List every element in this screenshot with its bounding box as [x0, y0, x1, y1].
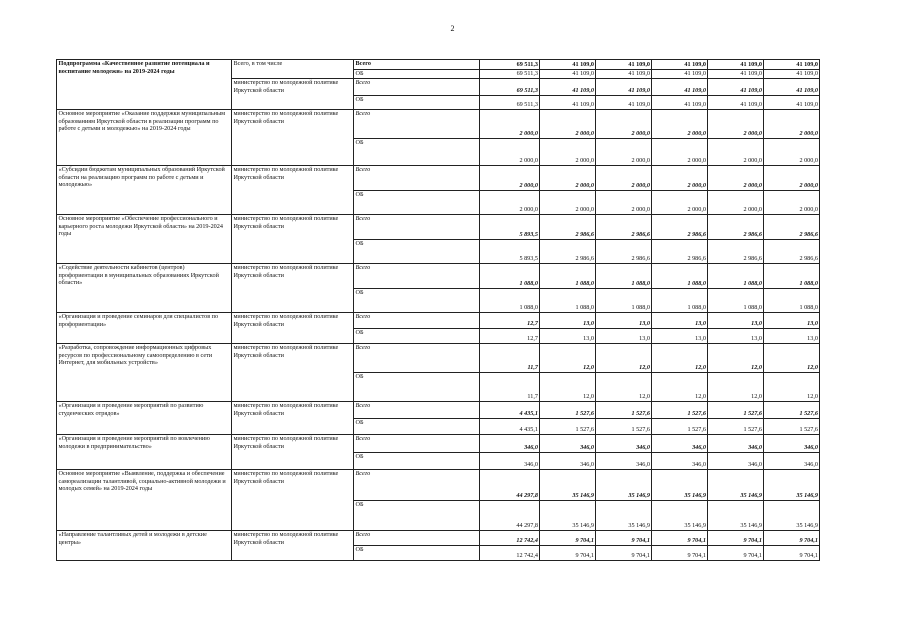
- value-cell: 1 527,6: [764, 402, 820, 419]
- value-cell: 346,0: [764, 435, 820, 453]
- value-cell: 9 704,1: [540, 531, 596, 546]
- value-cell: 12,0: [764, 373, 820, 402]
- source-cell: Всего: [354, 313, 480, 329]
- value-cell: 1 527,6: [652, 419, 708, 435]
- value-cell: 12,0: [652, 373, 708, 402]
- value-cell: 1 088,0: [764, 264, 820, 289]
- value-cell: 9 704,1: [708, 531, 764, 546]
- value-cell: 12,0: [708, 344, 764, 373]
- executor-cell: министерство по молодежной политике Иркутской области: [232, 264, 354, 313]
- value-cell: 2 986,6: [652, 240, 708, 264]
- value-cell: 346,0: [540, 435, 596, 453]
- value-cell: 69 511,3: [480, 79, 540, 96]
- value-cell: 2 986,6: [652, 215, 708, 240]
- value-cell: 41 109,0: [764, 70, 820, 79]
- value-cell: 12,0: [540, 373, 596, 402]
- table-row: [57, 470, 820, 501]
- source-cell: Всего: [354, 79, 480, 96]
- source-cell: ОБ: [354, 453, 480, 470]
- table-row: [57, 110, 820, 139]
- value-cell: 44 297,8: [480, 470, 540, 501]
- value-cell: 2 000,0: [652, 139, 708, 166]
- value-cell: 1 527,6: [540, 402, 596, 419]
- value-cell: 2 000,0: [596, 191, 652, 215]
- value-cell: 2 000,0: [652, 166, 708, 191]
- value-cell: 41 109,0: [652, 60, 708, 70]
- value-cell: 1 088,0: [480, 289, 540, 313]
- table-row: [57, 435, 820, 453]
- value-cell: 1 527,6: [708, 402, 764, 419]
- value-cell: 69 511,3: [480, 70, 540, 79]
- source-cell: ОБ: [354, 240, 480, 264]
- value-cell: 9 704,1: [764, 531, 820, 546]
- value-cell: 2 000,0: [596, 166, 652, 191]
- table-row: [57, 215, 820, 240]
- value-cell: 346,0: [708, 435, 764, 453]
- value-cell: 35 146,9: [764, 470, 820, 501]
- value-cell: 12,0: [596, 344, 652, 373]
- event-name-cell: «Разработка, сопровождение информационных цифровых ресурсов по профессиональному самоопределению в сети Интернет, для мобильных устройств»: [57, 344, 232, 402]
- executor-cell: министерство по молодежной политике Иркутской области: [232, 215, 354, 264]
- value-cell: 12 742,4: [480, 531, 540, 546]
- event-name-cell: Основное мероприятие «Выявление, поддержка и обеспечение самореализации талантливой, социально-активной молодежи и молодых семей» на 2019-2024 годы: [57, 470, 232, 531]
- source-cell: ОБ: [354, 289, 480, 313]
- executor-cell: министерство по молодежной политике Иркутской области: [232, 531, 354, 561]
- value-cell: 346,0: [480, 435, 540, 453]
- value-cell: 1 088,0: [708, 289, 764, 313]
- value-cell: 9 704,1: [596, 546, 652, 561]
- value-cell: 41 109,0: [708, 70, 764, 79]
- value-cell: 13,0: [652, 329, 708, 344]
- source-cell: ОБ: [354, 546, 480, 561]
- value-cell: 2 986,6: [540, 240, 596, 264]
- value-cell: 9 704,1: [708, 546, 764, 561]
- source-cell: ОБ: [354, 501, 480, 531]
- page-number: 2: [450, 24, 455, 33]
- value-cell: 1 527,6: [764, 419, 820, 435]
- value-cell: 346,0: [596, 435, 652, 453]
- value-cell: 13,0: [764, 329, 820, 344]
- value-cell: 2 000,0: [480, 166, 540, 191]
- value-cell: 13,0: [652, 313, 708, 329]
- value-cell: 5 893,5: [480, 240, 540, 264]
- value-cell: 1 088,0: [540, 264, 596, 289]
- value-cell: 2 000,0: [596, 110, 652, 139]
- executor-cell: министерство по молодежной политике Иркутской области: [232, 470, 354, 531]
- value-cell: 13,0: [764, 313, 820, 329]
- value-cell: 35 146,9: [652, 501, 708, 531]
- source-cell: ОБ: [354, 139, 480, 166]
- value-cell: 35 146,9: [596, 470, 652, 501]
- event-name-cell: «Организация и проведение мероприятий по вовлечению молодежи в предпринимательство»: [57, 435, 232, 470]
- source-cell: ОБ: [354, 70, 480, 79]
- value-cell: 12,0: [540, 344, 596, 373]
- value-cell: 13,0: [596, 329, 652, 344]
- source-cell: Всего: [354, 166, 480, 191]
- value-cell: 1 527,6: [652, 402, 708, 419]
- value-cell: 35 146,9: [596, 501, 652, 531]
- value-cell: 9 704,1: [596, 531, 652, 546]
- event-name-cell: «Организация и проведение семинаров для специалистов по профориентации»: [57, 313, 232, 344]
- budget-table: [56, 59, 820, 561]
- source-cell: Всего: [354, 60, 480, 70]
- value-cell: 346,0: [652, 435, 708, 453]
- value-cell: 9 704,1: [652, 531, 708, 546]
- value-cell: 346,0: [596, 453, 652, 470]
- source-cell: Всего: [354, 215, 480, 240]
- value-cell: 12,0: [652, 344, 708, 373]
- executor-cell: министерство по молодежной политике Иркутской области: [232, 344, 354, 402]
- event-name-cell: Основное мероприятие «Оказание поддержки муниципальным образованиям Иркутской области в реализации программ по работе с детьми и молодежью» на 2019-2024 годы: [57, 110, 232, 166]
- value-cell: 35 146,9: [708, 501, 764, 531]
- event-name-cell: «Субсидии бюджетам муниципальных образований Иркутской области на реализацию программ по работе с детьми и молодежью»: [57, 166, 232, 215]
- value-cell: 1 527,6: [540, 419, 596, 435]
- value-cell: 41 109,0: [596, 96, 652, 110]
- source-cell: Всего: [354, 470, 480, 501]
- value-cell: 1 088,0: [596, 289, 652, 313]
- value-cell: 2 000,0: [540, 139, 596, 166]
- value-cell: 2 000,0: [480, 139, 540, 166]
- value-cell: 41 109,0: [708, 79, 764, 96]
- value-cell: 11,7: [480, 373, 540, 402]
- value-cell: 13,0: [708, 329, 764, 344]
- value-cell: 2 986,6: [708, 215, 764, 240]
- value-cell: 12,7: [480, 329, 540, 344]
- value-cell: 1 088,0: [652, 264, 708, 289]
- value-cell: 2 986,6: [540, 215, 596, 240]
- table-row: [57, 313, 820, 329]
- source-cell: ОБ: [354, 191, 480, 215]
- value-cell: 35 146,9: [652, 470, 708, 501]
- value-cell: 2 000,0: [764, 139, 820, 166]
- value-cell: 12,0: [708, 373, 764, 402]
- value-cell: 2 000,0: [708, 166, 764, 191]
- value-cell: 2 000,0: [480, 110, 540, 139]
- value-cell: 12,7: [480, 313, 540, 329]
- value-cell: 1 527,6: [596, 419, 652, 435]
- value-cell: 41 109,0: [708, 96, 764, 110]
- value-cell: 41 109,0: [540, 79, 596, 96]
- table-row: [57, 166, 820, 191]
- value-cell: 4 435,1: [480, 402, 540, 419]
- source-cell: Всего: [354, 110, 480, 139]
- value-cell: 1 088,0: [652, 289, 708, 313]
- value-cell: 1 527,6: [708, 419, 764, 435]
- executor-cell: министерство по молодежной политике Иркутской области: [232, 402, 354, 435]
- source-cell: ОБ: [354, 419, 480, 435]
- value-cell: 4 435,1: [480, 419, 540, 435]
- value-cell: 2 000,0: [708, 139, 764, 166]
- value-cell: 2 000,0: [540, 110, 596, 139]
- executor-cell: министерство по молодежной политике Иркутской области: [232, 79, 354, 110]
- executor-cell: Всего, в том числе: [232, 60, 354, 79]
- value-cell: 2 000,0: [708, 191, 764, 215]
- value-cell: 13,0: [540, 313, 596, 329]
- value-cell: 41 109,0: [652, 70, 708, 79]
- value-cell: 41 109,0: [708, 60, 764, 70]
- value-cell: 2 986,6: [708, 240, 764, 264]
- value-cell: 11,7: [480, 344, 540, 373]
- executor-cell: министерство по молодежной политике Иркутской области: [232, 435, 354, 470]
- value-cell: 41 109,0: [596, 60, 652, 70]
- value-cell: 9 704,1: [540, 546, 596, 561]
- event-name-cell: «Организация и проведение мероприятий по развитию студенческих отрядов»: [57, 402, 232, 435]
- value-cell: 69 511,3: [480, 96, 540, 110]
- table-row: [57, 60, 820, 70]
- value-cell: 41 109,0: [764, 60, 820, 70]
- value-cell: 41 109,0: [652, 96, 708, 110]
- event-name-cell: «Содействие деятельности кабинетов (центров) профориентации в муниципальных образованиях Иркутской области»: [57, 264, 232, 313]
- source-cell: ОБ: [354, 96, 480, 110]
- source-cell: Всего: [354, 264, 480, 289]
- value-cell: 5 893,5: [480, 215, 540, 240]
- source-cell: Всего: [354, 531, 480, 546]
- value-cell: 41 109,0: [652, 79, 708, 96]
- value-cell: 9 704,1: [652, 546, 708, 561]
- table-row: [57, 402, 820, 419]
- value-cell: 2 000,0: [540, 191, 596, 215]
- value-cell: 2 000,0: [764, 166, 820, 191]
- value-cell: 2 000,0: [764, 191, 820, 215]
- value-cell: 346,0: [764, 453, 820, 470]
- value-cell: 13,0: [708, 313, 764, 329]
- table-row: [57, 344, 820, 373]
- value-cell: 346,0: [540, 453, 596, 470]
- executor-cell: министерство по молодежной политике Иркутской области: [232, 110, 354, 166]
- value-cell: 2 000,0: [764, 110, 820, 139]
- value-cell: 1 088,0: [540, 289, 596, 313]
- value-cell: 12 742,4: [480, 546, 540, 561]
- executor-cell: министерство по молодежной политике Иркутской области: [232, 166, 354, 215]
- value-cell: 346,0: [652, 453, 708, 470]
- value-cell: 41 109,0: [540, 70, 596, 79]
- value-cell: 13,0: [596, 313, 652, 329]
- value-cell: 41 109,0: [596, 79, 652, 96]
- event-name-cell: «Направление талантливых детей и молодежи в детские центры»: [57, 531, 232, 561]
- value-cell: 1 527,6: [596, 402, 652, 419]
- value-cell: 13,0: [540, 329, 596, 344]
- value-cell: 2 986,6: [596, 240, 652, 264]
- value-cell: 2 000,0: [480, 191, 540, 215]
- value-cell: 2 000,0: [652, 110, 708, 139]
- value-cell: 35 146,9: [540, 470, 596, 501]
- executor-cell: министерство по молодежной политике Иркутской области: [232, 313, 354, 344]
- value-cell: 41 109,0: [764, 79, 820, 96]
- value-cell: 346,0: [480, 453, 540, 470]
- value-cell: 41 109,0: [596, 70, 652, 79]
- source-cell: Всего: [354, 344, 480, 373]
- value-cell: 2 000,0: [596, 139, 652, 166]
- value-cell: 2 000,0: [708, 110, 764, 139]
- value-cell: 2 986,6: [764, 215, 820, 240]
- value-cell: 2 000,0: [540, 166, 596, 191]
- value-cell: 9 704,1: [764, 546, 820, 561]
- event-name-cell: Основное мероприятие «Обеспечение профессионального и карьерного роста молодежи Иркутской области» на 2019-2024 годы: [57, 215, 232, 264]
- value-cell: 35 146,9: [708, 470, 764, 501]
- value-cell: 1 088,0: [480, 264, 540, 289]
- value-cell: 41 109,0: [540, 60, 596, 70]
- value-cell: 2 986,6: [596, 215, 652, 240]
- value-cell: 1 088,0: [764, 289, 820, 313]
- value-cell: 35 146,9: [540, 501, 596, 531]
- value-cell: 1 088,0: [596, 264, 652, 289]
- source-cell: ОБ: [354, 329, 480, 344]
- value-cell: 41 109,0: [540, 96, 596, 110]
- value-cell: 12,0: [764, 344, 820, 373]
- table-body: [57, 60, 820, 561]
- source-cell: Всего: [354, 402, 480, 419]
- value-cell: 69 511,3: [480, 60, 540, 70]
- source-cell: Всего: [354, 435, 480, 453]
- value-cell: 44 297,8: [480, 501, 540, 531]
- value-cell: 2 000,0: [652, 191, 708, 215]
- table-row: [57, 264, 820, 289]
- value-cell: 41 109,0: [764, 96, 820, 110]
- value-cell: 35 146,9: [764, 501, 820, 531]
- table-row: [57, 531, 820, 546]
- event-name-cell: Подпрограмма «Качественное развитие потенциала и воспитание молодежи» на 2019-2024 годы: [57, 60, 232, 110]
- value-cell: 12,0: [596, 373, 652, 402]
- source-cell: ОБ: [354, 373, 480, 402]
- value-cell: 2 986,6: [764, 240, 820, 264]
- value-cell: 346,0: [708, 453, 764, 470]
- value-cell: 1 088,0: [708, 264, 764, 289]
